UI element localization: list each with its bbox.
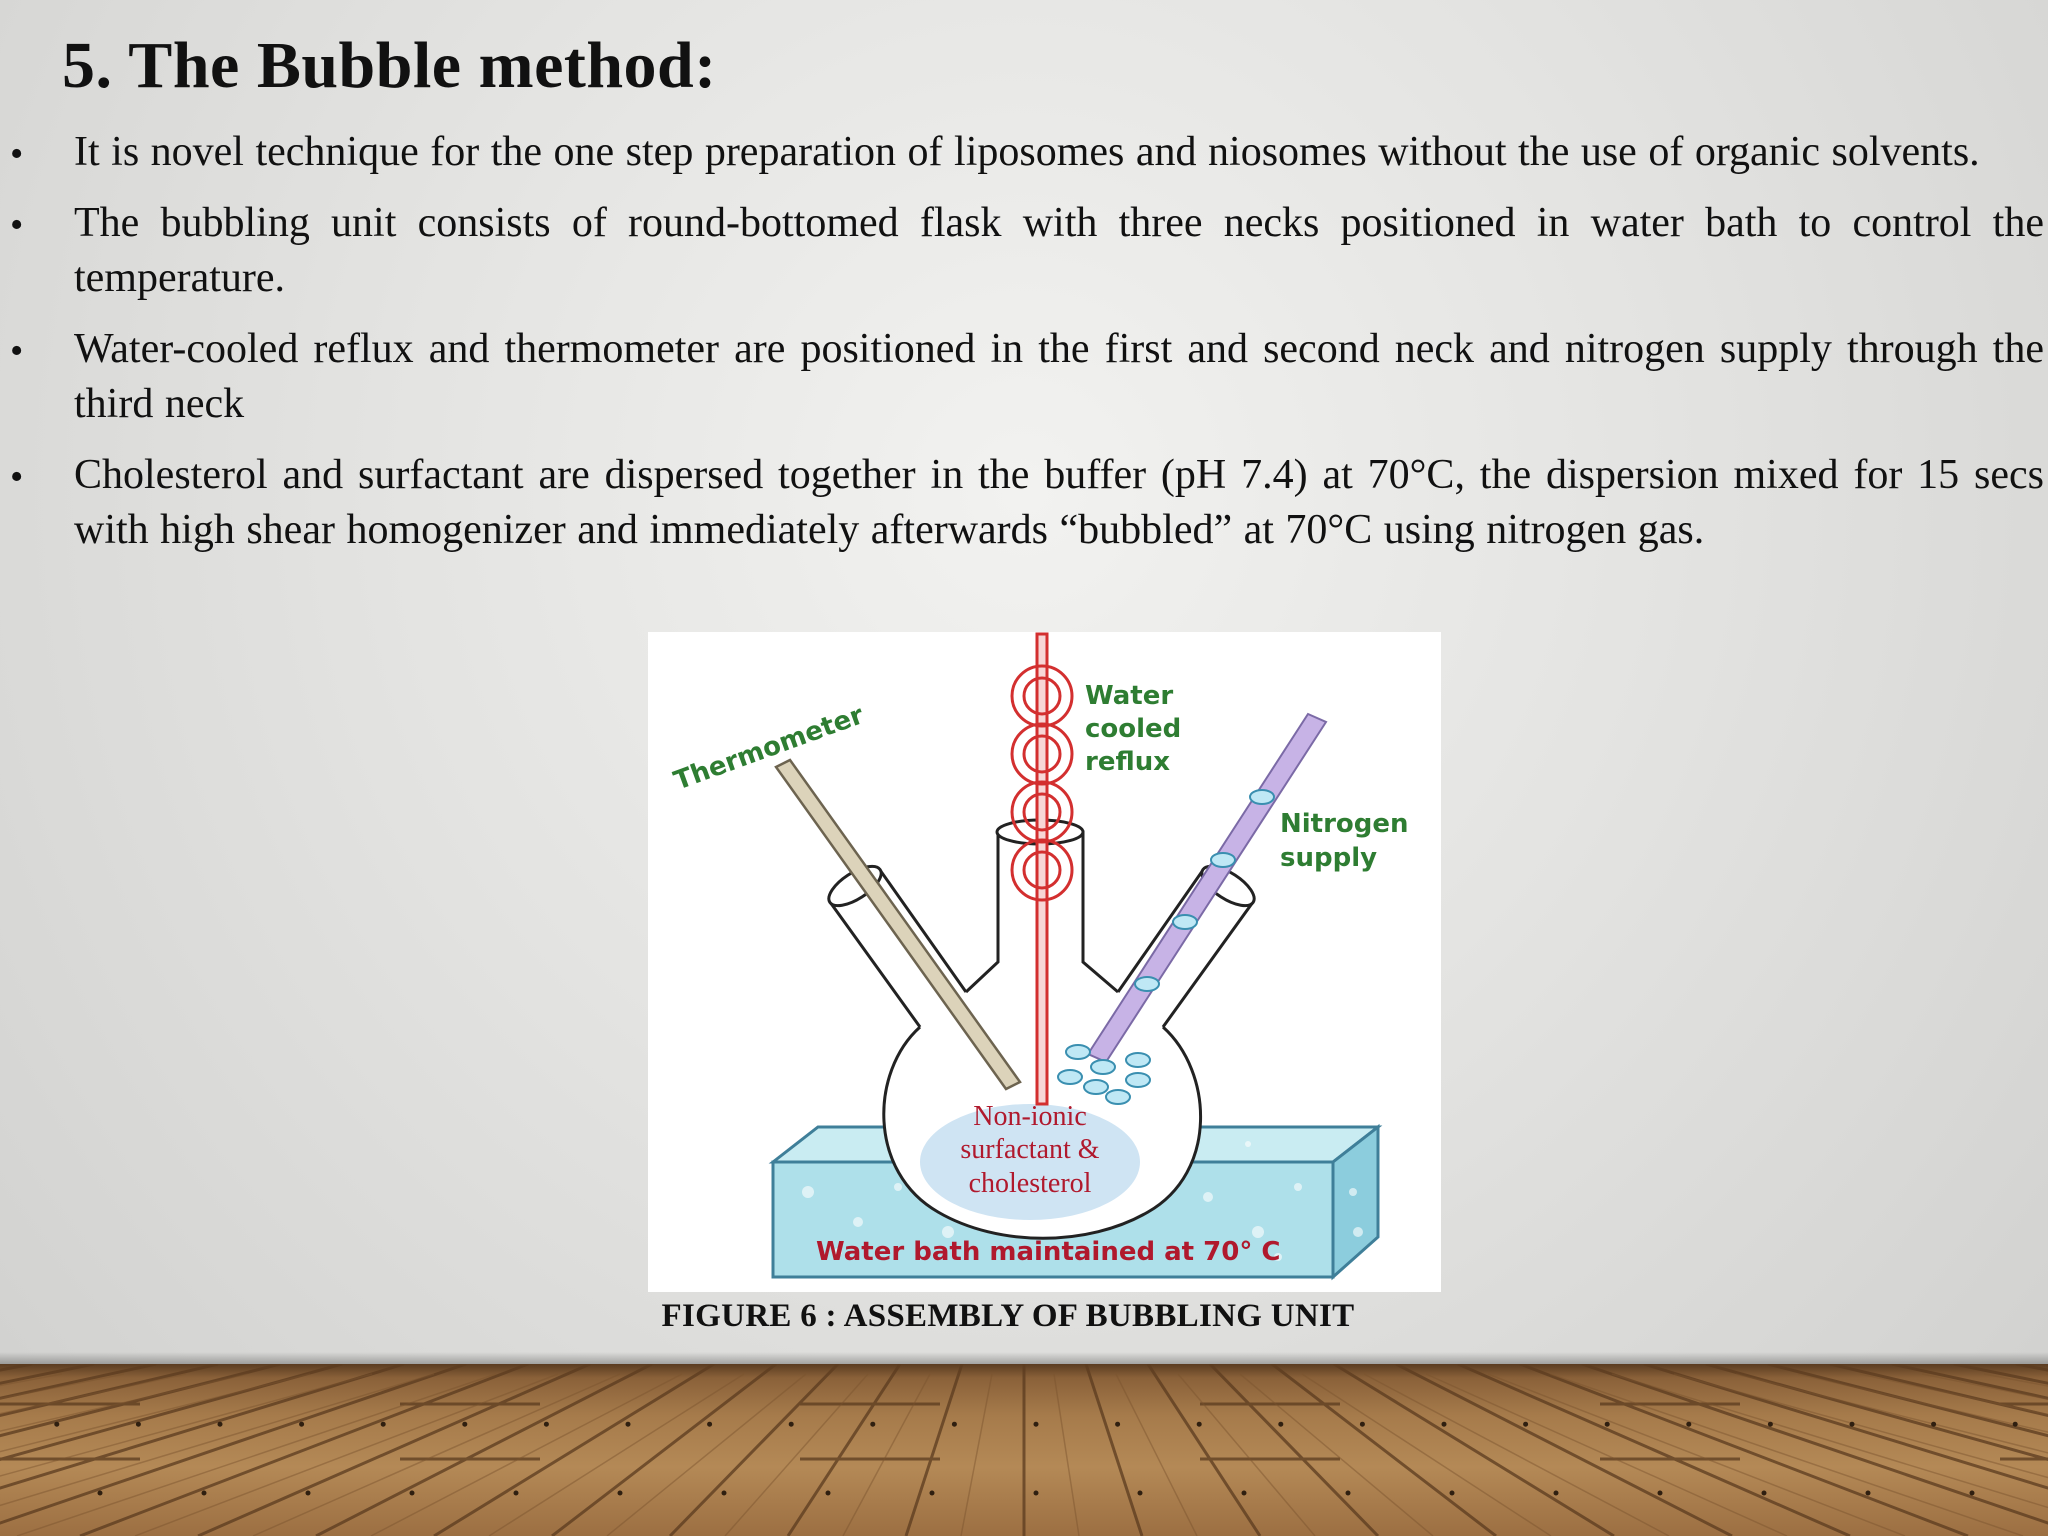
label-thermometer: Thermometer (670, 700, 868, 797)
label-reflux-1: Water (1085, 681, 1174, 711)
label-mixture-3: cholesterol (968, 1168, 1092, 1199)
bullet-text: Water-cooled reflux and thermometer are positioned in the first and second neck and nitrogen supply through the third neck (74, 326, 2044, 427)
wood-planks (0, 1364, 2048, 1536)
slide-title: 5. The Bubble method: (62, 29, 717, 102)
bullet-text: The bubbling unit consists of round-bottomed flask with three necks positioned in water bath to control the temperature. (74, 200, 2044, 301)
thermometer (776, 760, 1020, 1089)
bullet-marker: • (10, 133, 24, 175)
wood-floor (0, 1364, 2048, 1536)
figure-caption: FIGURE 6 : ASSEMBLY OF BUBBLING UNIT (661, 1298, 1355, 1334)
bullet-marker: • (10, 204, 24, 246)
bullet-item (0, 125, 2048, 180)
bullet-item (0, 322, 2048, 432)
bullet-text: Cholesterol and surfactant are dispersed together in the buffer (pH 7.4) at 70°C, the dispersion mixed for 15 secs with high shear homogenizer and immediately afterwards “bubbled” at 70°C using nitrogen gas. (74, 452, 2044, 553)
bullet-item (0, 448, 2048, 558)
label-reflux-2: cooled (1085, 714, 1182, 744)
label-reflux-3: reflux (1085, 747, 1171, 777)
label-nitrogen-2: supply (1280, 843, 1378, 873)
bullet-item (0, 196, 2048, 306)
bullet-marker: • (10, 456, 24, 498)
bullet-marker: • (10, 330, 24, 372)
label-water-bath: Water bath maintained at 70° C (816, 1237, 1281, 1267)
bubbling-unit-diagram (648, 632, 1441, 1292)
label-mixture-2: surfactant & (960, 1134, 1100, 1165)
label-mixture-1: Non-ionic (973, 1101, 1087, 1132)
label-nitrogen-1: Nitrogen (1280, 809, 1409, 839)
bullet-list (0, 125, 2048, 558)
bullet-text: It is novel technique for the one step preparation of liposomes and niosomes without the use of organic solvents. (74, 129, 1980, 175)
bubbling-unit-figure (648, 632, 1441, 1292)
